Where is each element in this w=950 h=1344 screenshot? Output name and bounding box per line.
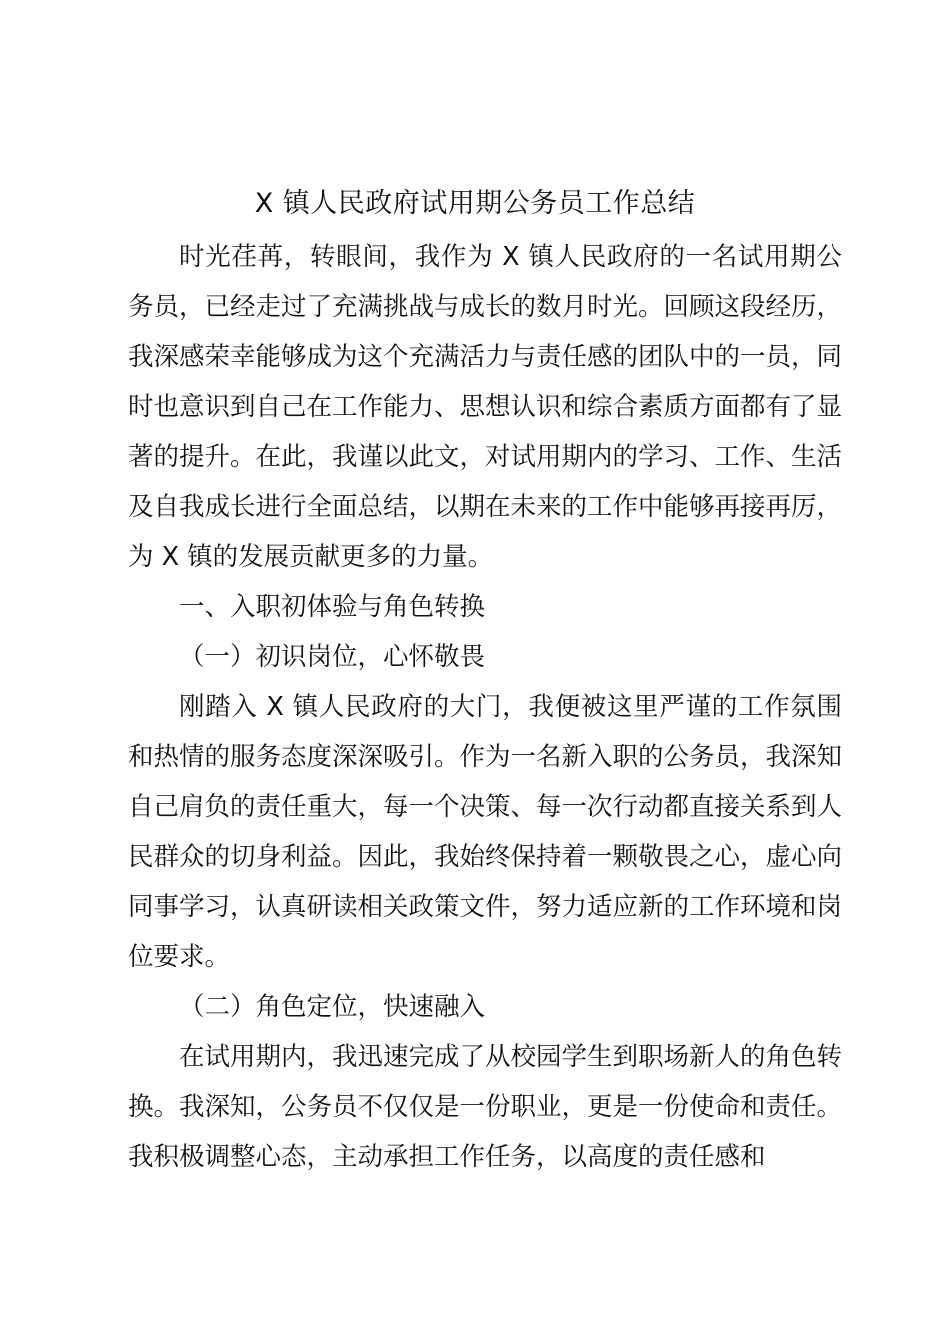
subsection-heading-2: （二）角色定位，快速融入 — [179, 992, 486, 1022]
body-paragraph-1: 刚踏入 X 镇人民政府的大门，我便被这里严谨的工作氛围和热情的服务态度深深吸引。作为一名新入职的公务员，我深知自己肩负的责任重大，每一个决策、每一次行动都直接关系到人民群众的切身利益。因此，我始终保持着一颗敬畏之心，虚心向同事学习，认真研读相关政策文件，努力适应新的工作环境和岗位要求。 — [128, 692, 843, 972]
document-body — [128, 232, 842, 1182]
document-title: X 镇人民政府试用期公务员工作总结 — [254, 188, 696, 219]
body-paragraph-2: 在试用期内，我迅速完成了从校园学生到职场新人的角色转换。我深知，公务员不仅仅是一份职业，更是一份使命和责任。我积极调整心态，主动承担工作任务，以高度的责任感和 — [128, 1042, 843, 1172]
section-heading-1: 一、入职初体验与角色转换 — [179, 592, 486, 622]
subsection-heading-1: （一）初识岗位，心怀敬畏 — [179, 642, 486, 672]
intro-paragraph: 时光荏苒，转眼间，我作为 X 镇人民政府的一名试用期公务员，已经走过了充满挑战与成长的数月时光。回顾这段经历，我深感荣幸能够成为这个充满活力与责任感的团队中的一员，同时也意识到自己在工作能力、思想认识和综合素质方面都有了显著的提升。在此，我谨以此文，对试用期内的学习、工作、生活及自我成长进行全面总结，以期在未来的工作中能够再接再厉，为 X 镇的发展贡献更多的力量。 — [128, 242, 843, 572]
